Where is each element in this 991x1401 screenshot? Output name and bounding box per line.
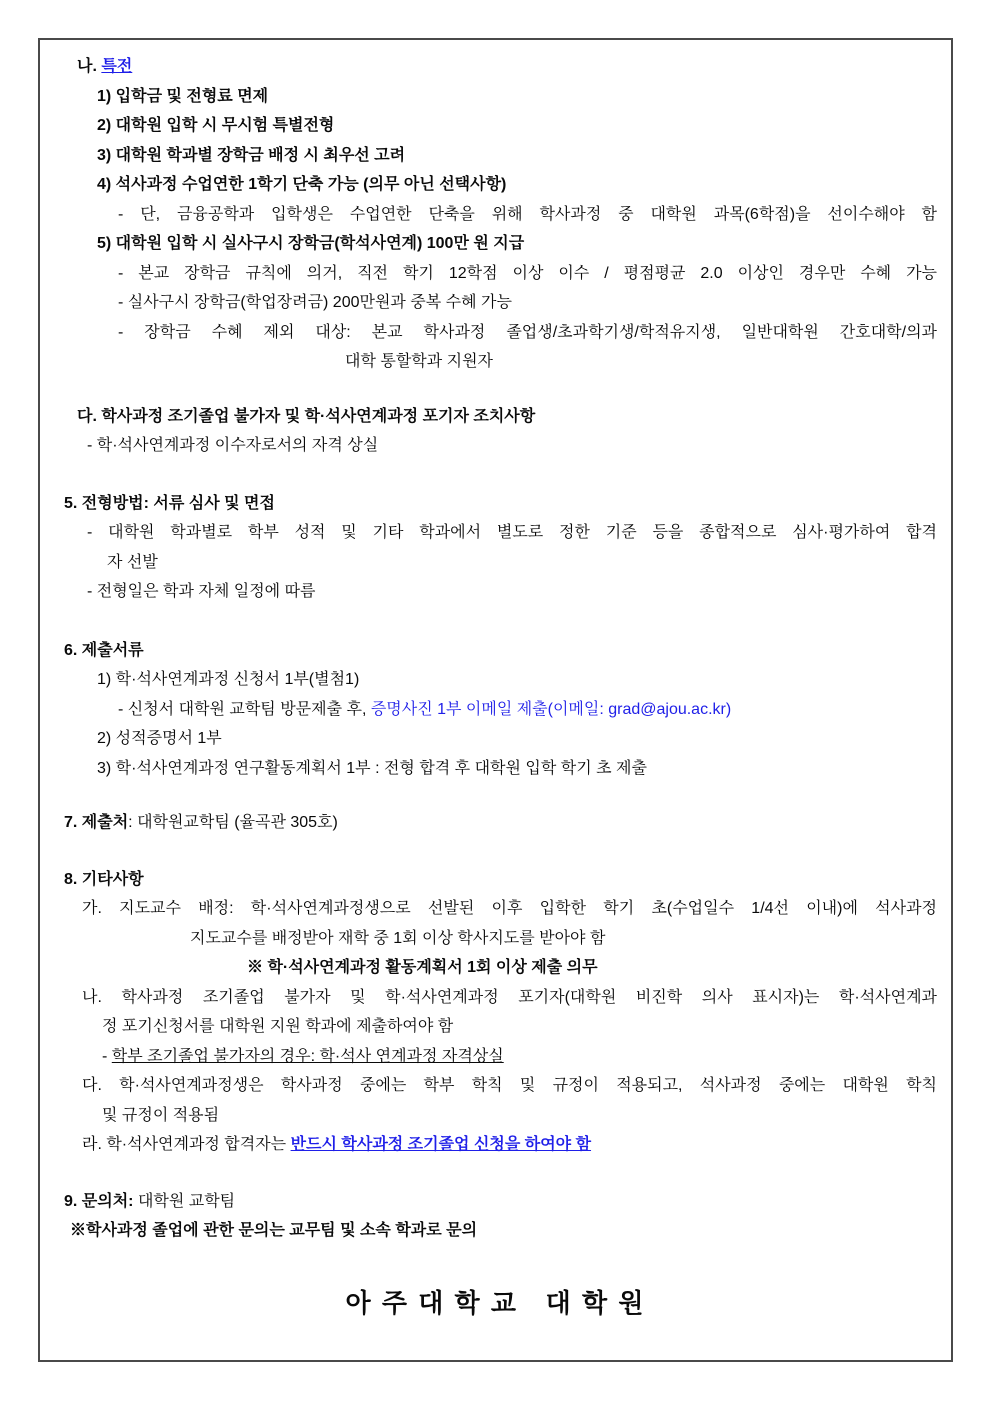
section6-item-1-sub-text: - 신청서 대학원 교학팀 방문제출 후, bbox=[118, 700, 371, 718]
benefit-item-5-sub-3: - 장학금 수혜 제외 대상: 본교 학사과정 졸업생/초과학기생/학적유지생, 일반대학원 간호대학/의과 bbox=[118, 323, 937, 341]
section8-ga-line-1: 가. 지도교수 배정: 학·석사연계과정생으로 선발된 이후 입학한 학기 초(수업일수 1/4선 이내)에 석사과정 bbox=[82, 900, 937, 917]
benefit-item-3: 3) 대학원 학과별 장학금 배정 시 최우선 고려 bbox=[97, 146, 406, 164]
benefit-item-4-sub: - 단, 금융공학과 입학생은 수업연한 단축을 위해 학사과정 중 대학원 과목(6학점)을 선이수해야 함 bbox=[118, 205, 937, 223]
benefits-link[interactable]: 특전 bbox=[101, 58, 133, 75]
benefit-item-2: 2) 대학원 입학 시 무시험 특별전형 bbox=[97, 117, 335, 134]
section8-ga-note: ※ 학·석사연계과정 활동계획서 1회 이상 제출 의무 bbox=[247, 959, 598, 976]
section7-heading bbox=[64, 808, 937, 838]
spacer bbox=[40, 377, 951, 402]
section9-heading-rest: 대학원 교학팀 bbox=[133, 1192, 236, 1210]
section6-item-1-sub bbox=[118, 695, 937, 725]
section8-ra-text: 라. 학·석사연계과정 합격자는 bbox=[82, 1136, 291, 1153]
spacer bbox=[40, 607, 951, 636]
section8-heading: 8. 기타사항 bbox=[64, 870, 144, 888]
measures-sub: - 학·석사연계과정 이수자로서의 자격 상실 bbox=[87, 437, 379, 454]
section5-heading: 5. 전형방법: 서류 심사 및 면접 bbox=[64, 494, 275, 512]
section8-da-line-2: 및 규정이 적용됨 bbox=[102, 1106, 220, 1124]
section9-heading-bold: 9. 문의처: bbox=[64, 1192, 134, 1210]
section6-item-3: 3) 학·석사연계과정 연구활동계획서 1부 : 전형 합격 후 대학원 입학 학기 초 제출 bbox=[97, 759, 647, 777]
section6-heading: 6. 제출서류 bbox=[64, 641, 144, 659]
benefits-heading bbox=[77, 52, 937, 82]
section6-item-1: 1) 학·석사연계과정 신청서 1부(별첨1) bbox=[97, 671, 360, 688]
section9-note: ※학사과정 졸업에 관한 문의는 교무팀 및 소속 학과로 문의 bbox=[70, 1222, 478, 1239]
spacer bbox=[40, 838, 951, 865]
spacer bbox=[40, 1246, 951, 1286]
spacer bbox=[40, 1160, 951, 1187]
section7-heading-rest: : 대학원교학팀 (율곡관 305호) bbox=[128, 814, 338, 831]
section8-na-line-1: 나. 학사과정 조기졸업 불가자 및 학·석사연계과정 포기자(대학원 비진학 의사 표시자)는 학·석사연계과 bbox=[82, 988, 937, 1006]
section6-item-2: 2) 성적증명서 1부 bbox=[97, 730, 222, 747]
section8-da-line-1: 다. 학·석사연계과정생은 학사과정 중에는 학부 학칙 및 규정이 적용되고, 석사과정 중에는 대학원 학칙 bbox=[82, 1077, 937, 1094]
section8-ga-line-2: 지도교수를 배정받아 재학 중 1회 이상 학사지도를 받아야 함 bbox=[190, 929, 606, 947]
benefits-heading-prefix: 나. bbox=[77, 58, 102, 75]
section5-bullet-1-line-1: - 대학원 학과별로 학부 성적 및 기타 학과에서 별도로 정한 기준 등을 종합적으로 심사·평가하여 합격 bbox=[87, 524, 937, 541]
measures-heading: 다. 학사과정 조기졸업 불가자 및 학·석사연계과정 포기자 조치사항 bbox=[77, 407, 536, 425]
section8-na-line-2: 정 포기신청서를 대학원 지원 학과에 제출하여야 함 bbox=[102, 1018, 454, 1035]
spacer bbox=[40, 461, 951, 489]
section5-bullet-2: - 전형일은 학과 자체 일정에 따름 bbox=[87, 583, 316, 600]
benefit-item-5-sub-3-cont: 대학 통할학과 지원자 bbox=[345, 353, 493, 370]
email-submit-link[interactable]: 증명사진 1부 이메일 제출(이메일: grad@ajou.ac.kr) bbox=[370, 700, 732, 718]
benefit-item-1: 1) 입학금 및 전형료 면제 bbox=[97, 87, 269, 105]
section5-bullet-1-line-2: 자 선발 bbox=[107, 553, 158, 571]
footer-institution-title: 아 주 대 학 교 대 학 원 bbox=[345, 1287, 646, 1318]
benefit-item-4: 4) 석사과정 수업연한 1학기 단축 가능 (의무 아닌 선택사항) bbox=[97, 176, 507, 193]
benefit-item-5: 5) 대학원 입학 시 실사구시 장학금(학석사연계) 100만 원 지급 bbox=[97, 235, 525, 252]
section8-ra bbox=[82, 1130, 937, 1160]
section8-na-sub-dash: - bbox=[102, 1047, 112, 1065]
section8-na-sub bbox=[102, 1042, 937, 1072]
section9-heading bbox=[64, 1187, 937, 1217]
section7-heading-bold: 7. 제출처 bbox=[64, 814, 129, 831]
document-page bbox=[38, 38, 953, 1362]
section8-na-sub-underlined: 학부 조기졸업 불가자의 경우: 학·석사 연계과정 자격상실 bbox=[111, 1047, 504, 1065]
benefit-item-5-sub-2: - 실사구시 장학금(학업장려금) 200만원과 중복 수혜 가능 bbox=[118, 294, 512, 311]
spacer bbox=[40, 783, 951, 808]
early-graduation-apply-link[interactable]: 반드시 학사과정 조기졸업 신청을 하여야 함 bbox=[290, 1136, 592, 1153]
benefit-item-5-sub-1: - 본교 장학금 규칙에 의거, 직전 학기 12학점 이상 이수 / 평점평균 2.0 이상인 경우만 수혜 가능 bbox=[118, 264, 937, 282]
